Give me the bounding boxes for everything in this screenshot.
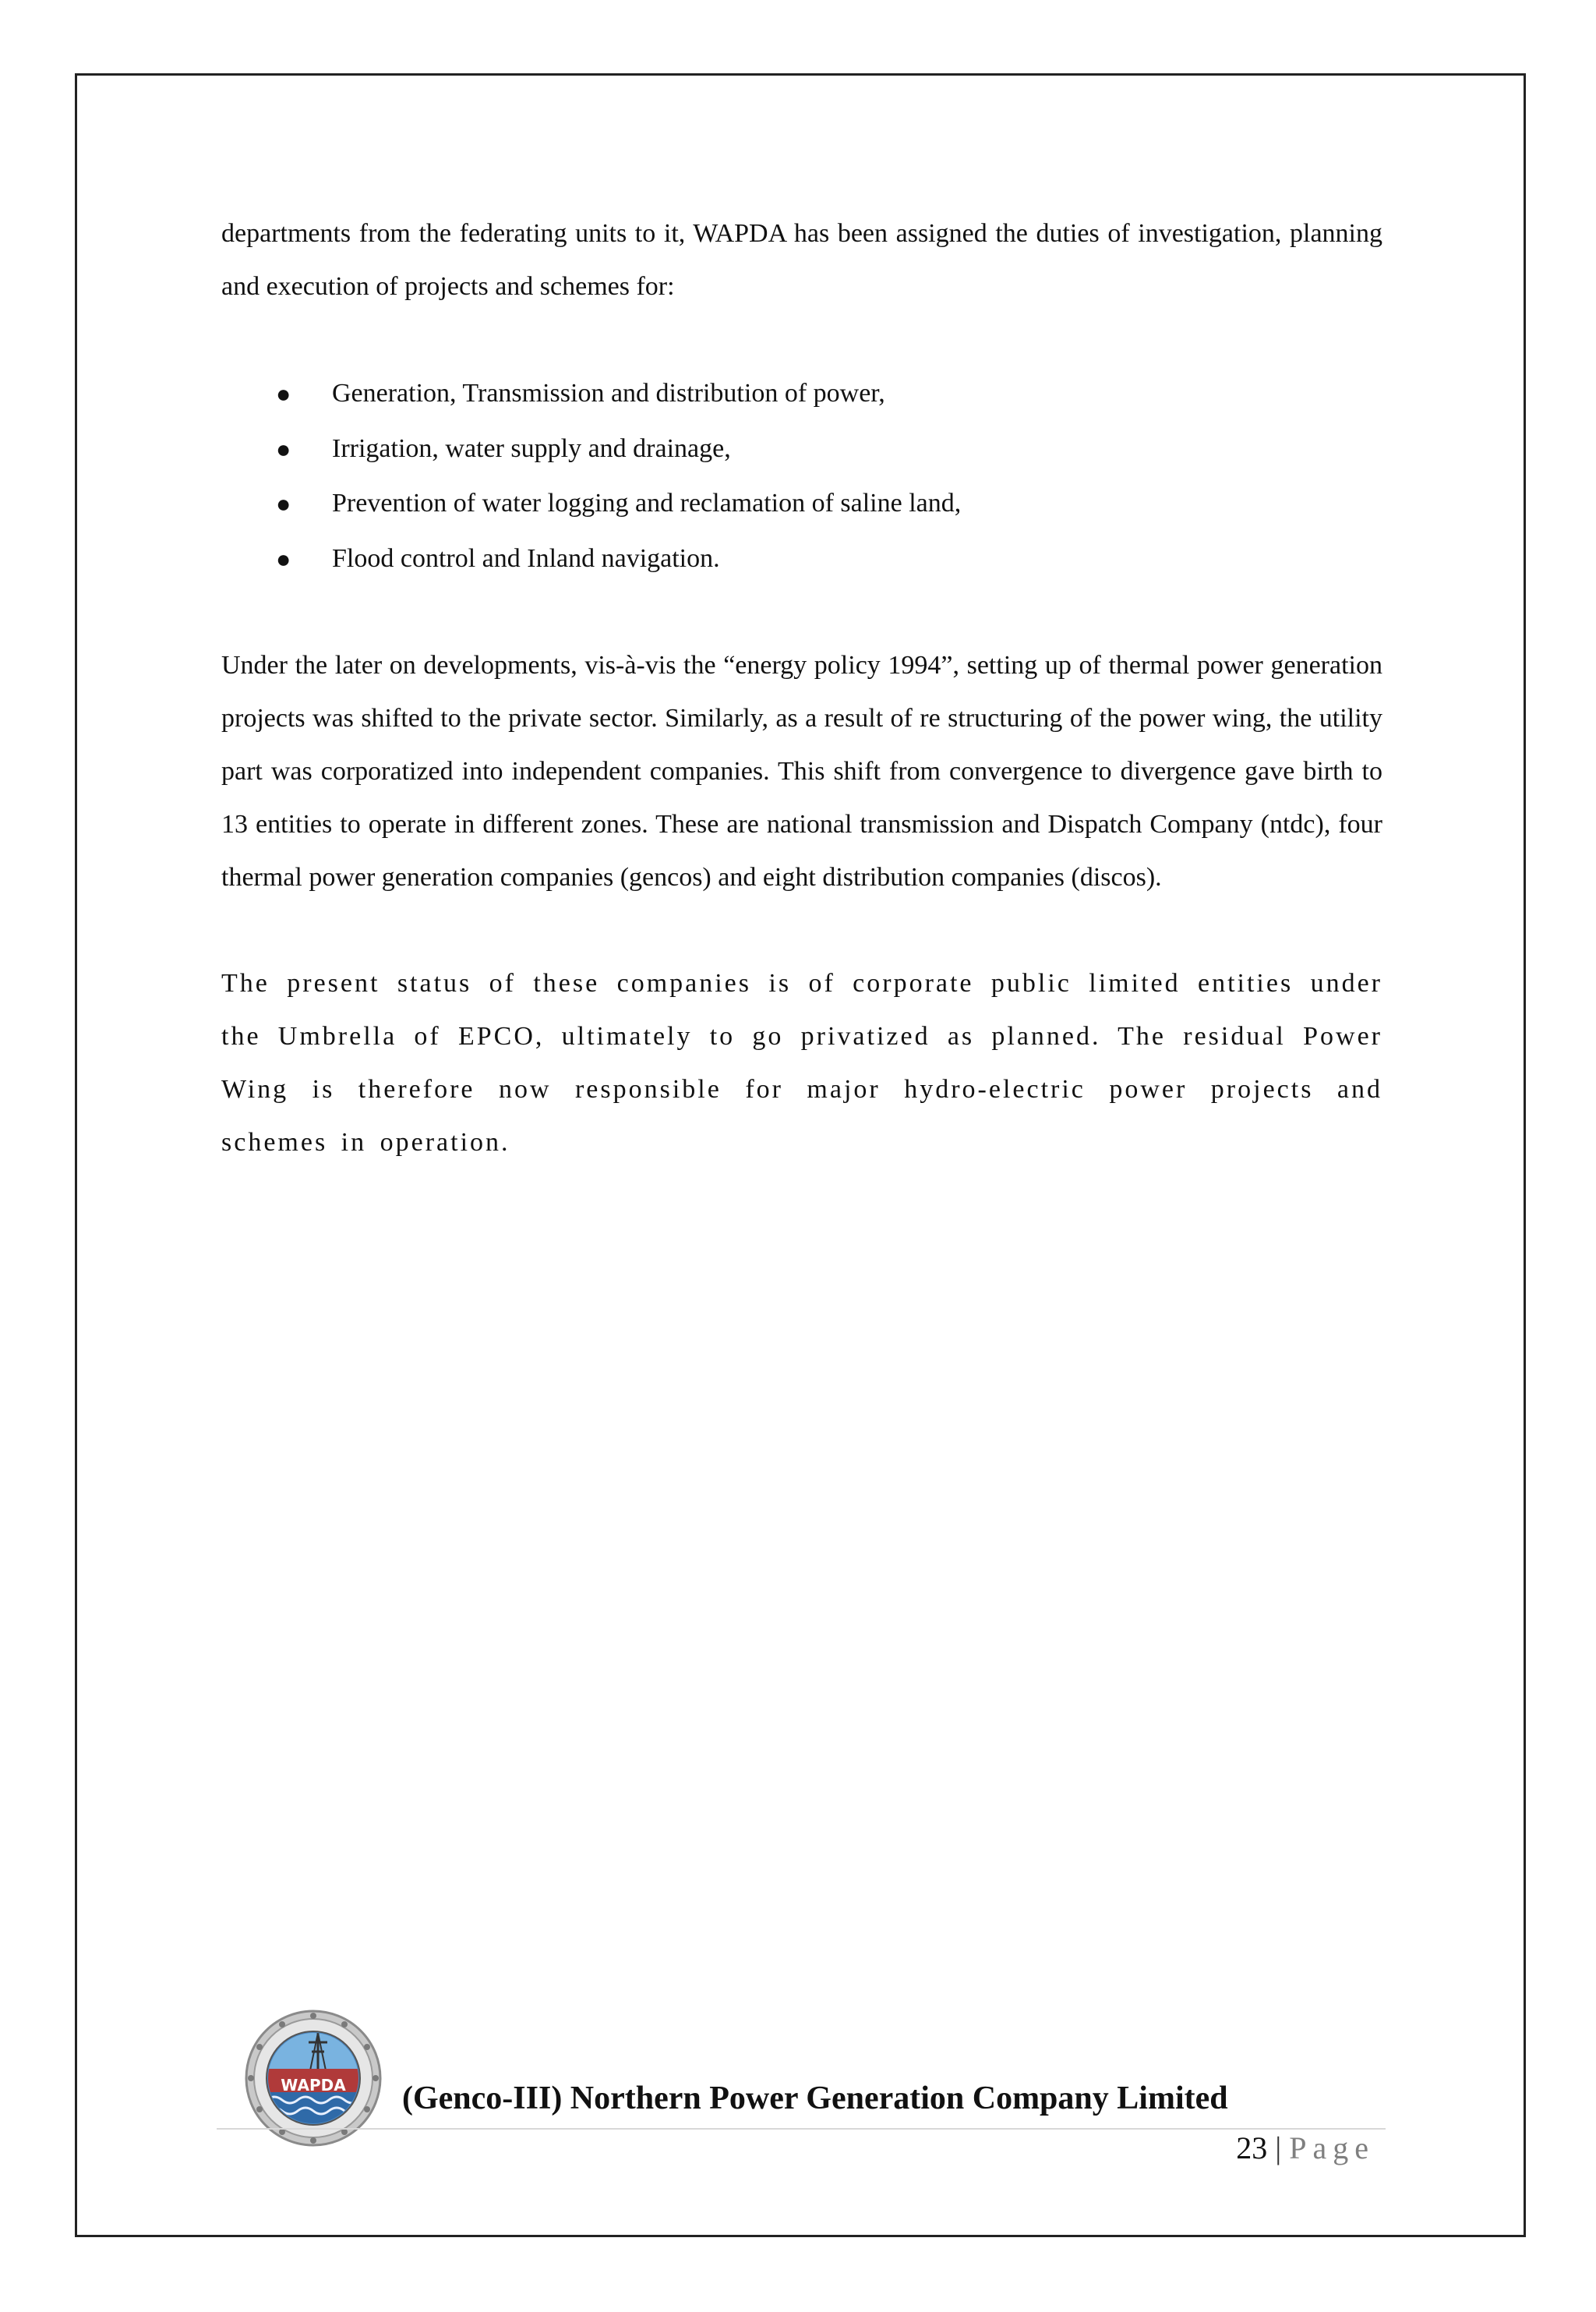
list-item-text: Irrigation, water supply and drainage, [332,433,731,463]
bullet-list [221,366,1382,586]
intro-paragraph: departments from the federating units to it, WAPDA has been assigned the duties of investigation, planning and execution of projects and schemes for: [221,219,1382,301]
company-title: (Genco-III) Northern Power Generation Company Limited [402,2080,1228,2116]
bullet-dot-icon: ● [276,544,291,573]
page-number: 23 [1236,2130,1268,2165]
bullet-dot-icon: ● [276,490,291,518]
bullet-dot-icon: ● [276,380,291,408]
wapda-emblem-icon [243,2008,383,2148]
bullet-dot-icon: ● [276,434,291,463]
list-item [221,366,1382,422]
energy-policy-paragraph: Under the later on developments, vis-à-vis the “energy policy 1994”, setting up of thermal power generation projects was shifted to the private sector. Similarly, as a result of re structuring of the power wing, the utility part was corporatized into independent companies. This shift from convergence to divergence gave birth to 13 entities to operate in different zones. These are national transmission and Dispatch Company (ntdc), four thermal power generation companies (gencos) and eight distribution companies (discos). [221,651,1382,892]
list-item [221,476,1382,532]
page-separator: | [1275,2130,1282,2165]
document-body [221,207,1382,1169]
present-status-paragraph: The present status of these companies is of corporate public limited entities under the Umbrella of EPCO, ultimately to go privatized as planned. The residual Power Wing is therefore now responsible for major hydro-electric power projects and schemes in operation. [221,969,1382,1157]
logo-text: WAPDA [281,2076,346,2095]
page-number-line [1091,2130,1375,2166]
list-item-text: Flood control and Inland navigation. [332,543,720,573]
list-item [221,422,1382,477]
list-item-text: Generation, Transmission and distribution of power, [332,379,885,408]
list-item [221,532,1382,587]
list-item-text: Prevention of water logging and reclamation of saline land, [332,489,962,518]
page-label: Page [1289,2130,1375,2165]
